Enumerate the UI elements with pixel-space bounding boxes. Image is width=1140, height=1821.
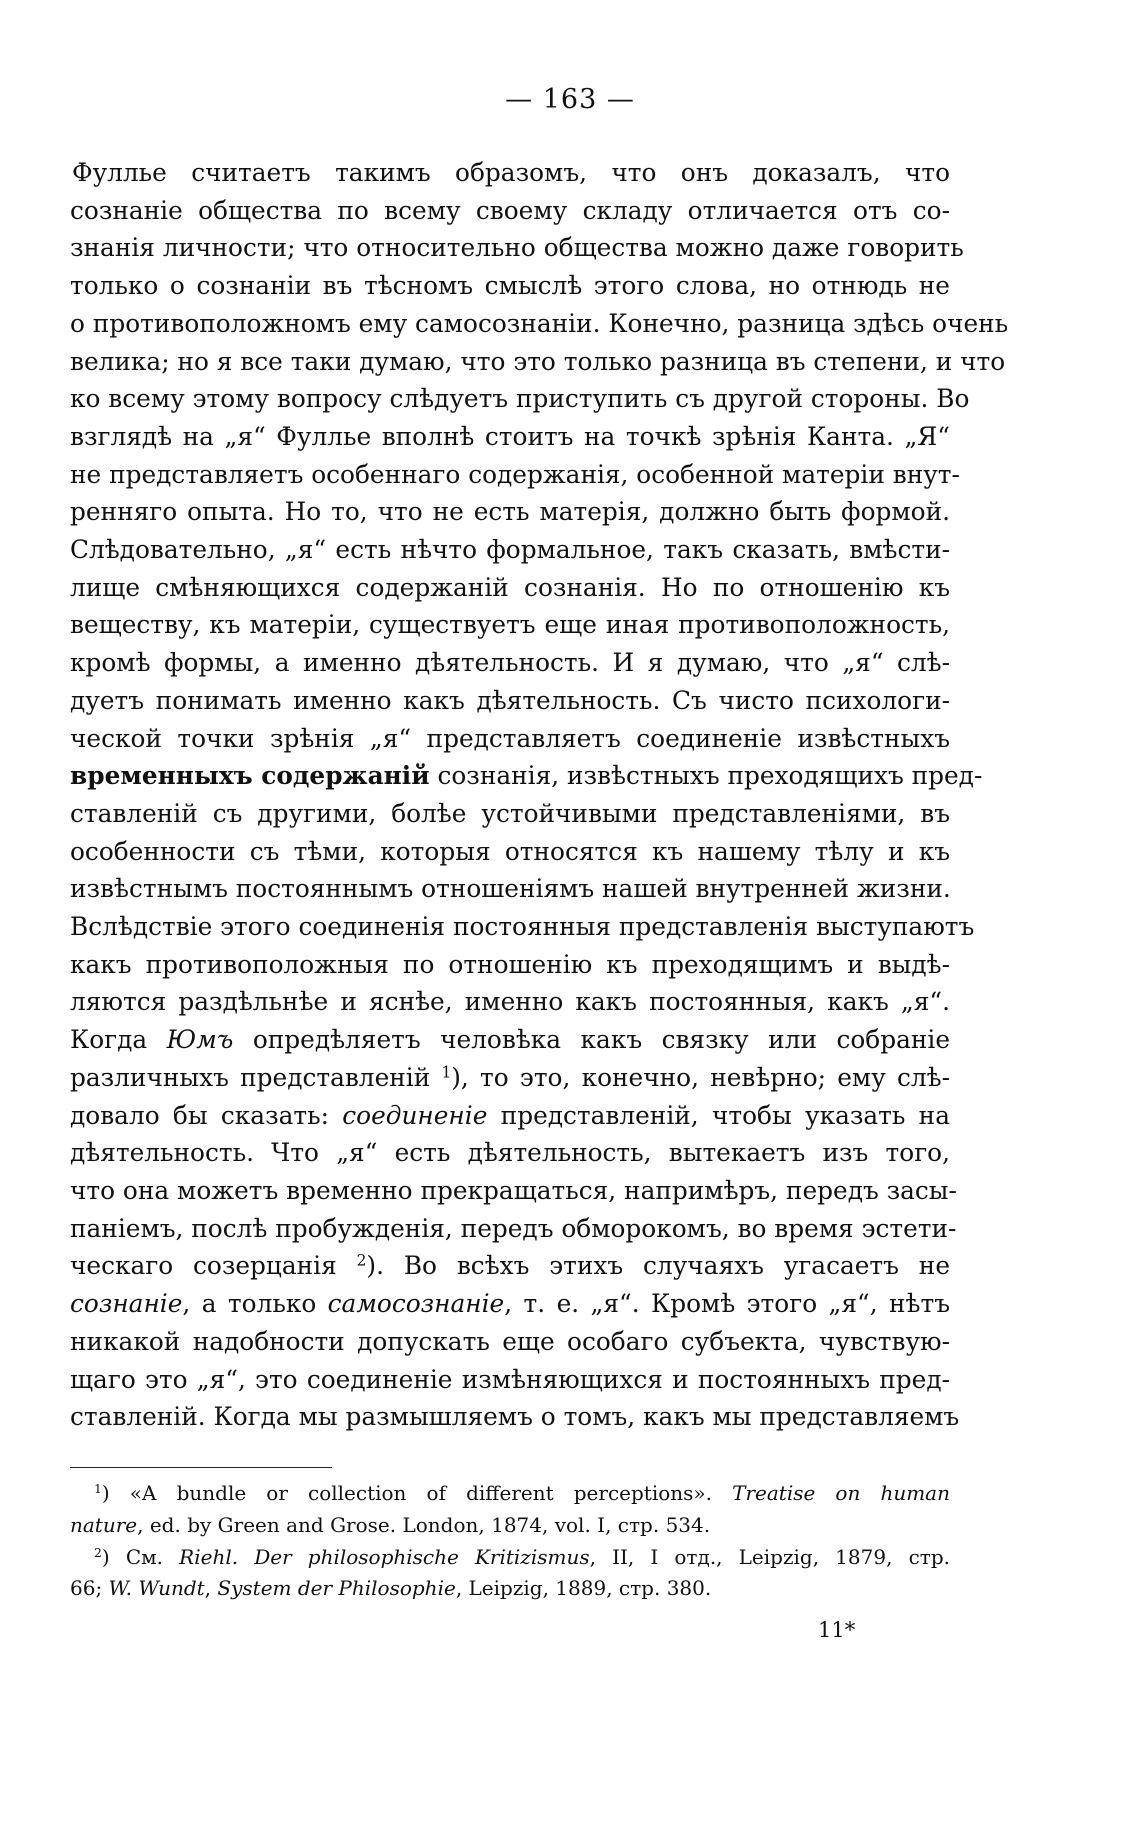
signature-mark: 11*: [818, 1618, 856, 1642]
text-line: [70, 757, 983, 795]
text-segment: только о сознанiи въ тѣсномъ смыслѣ этого слова, но отнюдь не: [70, 271, 950, 301]
text-line: [70, 1247, 950, 1285]
text-line: [70, 1021, 950, 1059]
text-line: [70, 418, 950, 456]
text-segment: , т. е. „я“. Кромѣ этого „я“, нѣтъ: [504, 1289, 950, 1319]
text-segment: ренняго опыта. Но то, что не есть матерiя, должно быть формой.: [70, 497, 950, 527]
text-segment: какъ противоположныя по отношенiю къ преходящимъ и выдѣ-: [70, 949, 950, 979]
text-segment: веществу, къ матерiи, существуетъ еще иная противоположность,: [70, 610, 950, 640]
text-segment: ) См.: [101, 1544, 180, 1569]
text-segment: ставленiй. Когда мы размышляемъ о томъ, какъ мы представляемъ: [70, 1402, 960, 1432]
text-segment: различныхъ представленiй: [70, 1062, 442, 1092]
text-line: [70, 983, 950, 1021]
text-segment: никакой надобности допускать еще особаго субъекта, чувствую-: [70, 1326, 950, 1356]
italic-text: сознанiе: [70, 1289, 183, 1319]
text-segment: сознанiе общества по всему своему складу отличается отъ со-: [70, 195, 950, 225]
text-segment: представленiй, чтобы указать на: [487, 1100, 950, 1130]
text-segment: панiемъ, послѣ пробужденiя, передъ обморокомъ, во время эстети-: [70, 1213, 957, 1243]
text-segment: извѣстнымъ постояннымъ отношенiямъ нашей внутренней жизни.: [70, 874, 951, 904]
page-number: — 163 —: [505, 84, 635, 115]
text-line: [70, 1059, 950, 1097]
text-line: [70, 569, 950, 607]
text-segment: Когда: [70, 1025, 167, 1055]
text-line: [70, 1398, 960, 1436]
text-segment: Вслѣдствiе этого соединенiя постоянныя представленiя выступаютъ: [70, 912, 975, 942]
text-line: [70, 1172, 957, 1210]
text-segment: , Leipzig, 1889, стр. 380.: [455, 1576, 712, 1601]
text-line: [70, 606, 950, 644]
text-segment: велика; но я все таки думаю, что это только разница въ степени, и что: [70, 346, 1006, 376]
text-line: [70, 305, 1009, 343]
footnote-line: [70, 1542, 950, 1574]
footnote-reference: 1: [94, 1481, 102, 1497]
text-segment: знанiя личности; что относительно общества можно даже говорить: [70, 233, 964, 263]
text-line: [70, 1134, 950, 1172]
text-segment: что она можетъ временно прекращаться, напримѣръ, передъ засы-: [70, 1175, 957, 1205]
footnotes: [70, 1478, 950, 1605]
text-line: [70, 908, 975, 946]
text-segment: дѣятельность. Что „я“ есть дѣятельность, вытекаетъ изъ того,: [70, 1138, 950, 1168]
footnote-reference: 2: [94, 1544, 102, 1560]
italic-text: Treatise on human: [732, 1481, 950, 1505]
italic-text: Юмъ: [166, 1025, 234, 1055]
text-line: [70, 380, 970, 418]
text-segment: ) «A bundle or collection of different perceptions».: [101, 1481, 733, 1505]
text-segment: Фуллье считаетъ такимъ образомъ, что онъ доказалъ, что: [72, 158, 950, 187]
footnote-reference: 1: [441, 1063, 452, 1082]
text-line: [70, 192, 950, 230]
text-segment: ко всему этому вопросу слѣдуетъ приступить съ другой стороны. Во: [70, 384, 970, 414]
text-line: [70, 229, 964, 267]
text-line: [70, 1097, 950, 1135]
text-line: [70, 682, 950, 720]
text-segment: ), то это, конечно, невѣрно; ему слѣ-: [451, 1062, 950, 1092]
text-line: [70, 456, 960, 494]
text-segment: довало бы сказать:: [70, 1100, 343, 1130]
bold-text: временныхъ содержанiй: [70, 761, 430, 791]
text-line: [70, 1210, 957, 1248]
text-segment: ческой точки зрѣнiя „я“ представляетъ соединенiе извѣстныхъ: [70, 723, 950, 753]
italic-text: nature: [70, 1512, 138, 1537]
text-segment: Слѣдовательно, „я“ есть нѣчто формальное, такъ сказать, вмѣсти-: [70, 535, 950, 565]
text-segment: о противоположномъ ему самосознанiи. Конечно, разница здѣсь очень: [70, 308, 1009, 338]
text-line: [70, 946, 950, 984]
text-segment: , II, I отд., Leipzig, 1879, стр.: [589, 1544, 950, 1569]
text-segment: опредѣляетъ человѣка какъ связку или собранiе: [233, 1025, 950, 1055]
italic-text: самосознанiе: [327, 1289, 505, 1319]
text-segment: дуетъ понимать именно какъ дѣятельность. Съ чисто психологи-: [70, 685, 950, 715]
text-line: [70, 795, 950, 833]
italic-text: Riehl. Der philosophische Kritizismus: [179, 1544, 590, 1569]
italic-text: System der Philosophie: [217, 1576, 456, 1601]
text-segment: ставленiй съ другими, болѣе устойчивыми представленiями, въ: [70, 798, 950, 828]
text-line: [70, 154, 950, 192]
text-line: [70, 644, 950, 682]
text-line: [70, 1361, 950, 1399]
text-segment: 66;: [70, 1576, 109, 1601]
text-segment: , ed. by Green and Grose. London, 1874, vol. I, стр. 534.: [137, 1512, 711, 1537]
text-segment: особенности съ тѣми, которыя относятся къ нашему тѣлу и къ: [70, 836, 950, 866]
text-segment: щаго это „я“, это соединенiе измѣняющихся и постоянныхъ пред-: [70, 1364, 950, 1394]
text-segment: кромѣ формы, а именно дѣятельность. И я думаю, что „я“ слѣ-: [70, 648, 950, 678]
footnote-line: [70, 1478, 950, 1510]
text-line: [70, 870, 950, 908]
text-line: [70, 531, 950, 569]
text-segment: ческаго созерцанiя: [70, 1251, 357, 1281]
body-text: [70, 154, 1009, 1436]
footnote-divider: [70, 1467, 332, 1468]
text-line: [70, 493, 950, 531]
text-segment: ). Во всѣхъ этихъ случаяхъ угасаетъ не: [366, 1251, 950, 1281]
text-segment: сознанiя, извѣстныхъ преходящихъ пред-: [429, 761, 983, 791]
italic-text: соединенiе: [342, 1100, 488, 1130]
text-line: [70, 1285, 950, 1323]
text-line: [70, 720, 950, 758]
text-line: [70, 343, 1006, 381]
footnote-line: [70, 1510, 950, 1542]
text-segment: ляются раздѣльнѣе и яснѣе, именно какъ постоянныя, какъ „я“.: [70, 987, 950, 1017]
text-segment: , а только: [182, 1289, 328, 1319]
text-segment: взглядѣ на „я“ Фуллье вполнѣ стоитъ на точкѣ зрѣнiя Канта. „Я“: [70, 421, 950, 451]
text-line: [70, 267, 950, 305]
text-segment: не представляетъ особеннаго содержанiя, особенной матерiи внут-: [70, 459, 960, 489]
footnote-line: [70, 1573, 950, 1605]
text-segment: лище смѣняющихся содержанiй сознанiя. Но по отношенiю къ: [70, 572, 950, 602]
text-line: [70, 833, 950, 871]
text-segment: ,: [204, 1576, 218, 1601]
footnote-reference: 2: [356, 1251, 367, 1270]
italic-text: W. Wundt: [108, 1576, 205, 1601]
text-line: [70, 1323, 950, 1361]
